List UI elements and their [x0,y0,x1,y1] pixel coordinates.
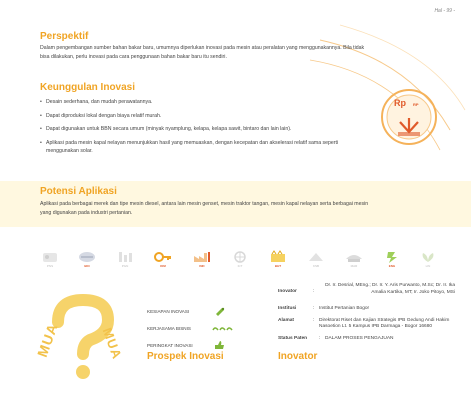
colon-separator: : [313,289,315,294]
rocket-icon [212,306,234,316]
sector-icon-10 [380,250,404,274]
perspektif-body: Dalam pengembangan sumber bahan bakar baru, umumnya diperlukan inovasi pada mesin atau peralatan yang menggunakannya. Bila tidak bisa dilakukan, perlu inovasi pada cara penggunaan bahan bakar baru itu sendiri. [40,45,365,60]
sector-icon-7 [268,250,288,264]
icon-caption: BIO [84,264,90,268]
institusi-row [275,306,455,313]
sector-icon-9 [342,250,366,274]
keunggulan-item: • Dapat diproduksi lokal dengan biaya relatif murah. [40,112,360,121]
factory-icon [190,250,214,274]
sector-icon-1 [40,250,60,264]
status-paten-key: Status Paten [278,335,308,341]
mua-text-right: MUA [99,325,125,362]
sector-icons-row [38,250,438,276]
prospek-row [147,309,257,326]
rp-logo-small: RP [413,102,419,107]
icon-caption: BHT [274,264,282,268]
icon-caption: ENG [388,264,396,268]
prospek-row [147,326,257,343]
prospek-label: KERJASAMA BISNIS [147,326,191,331]
mua-graphic [28,292,128,384]
factory-icon [192,250,212,264]
page-number: Hal - 99 - [434,8,455,14]
inovator-value: Dr. Ir. Desrial, MEng.; Dr. Ir. Y. Aris Purwanto, M.Sc; Dr. Ir. Ika Amalia Kartika, MT; Ir. Joko Pitoyo, MSi [325,283,455,295]
alamat-row [275,318,455,331]
keunggulan-item: • Aplikasi pada mesin kapal nelayan menunjukkan hasil yang memuaskan, dengan kecepatan dan akselerasi relatif sama seperti menggunakan solar. [40,139,360,156]
icon-caption: PNS [46,264,54,268]
inovator-row [275,283,455,296]
sector-icon-2 [77,250,97,264]
alamat-value: Direktorat Riset dan Kajian Strategis IPB Gedung Andi Hakim Nasoetion Lt. 5 Kampus IPB Darmaga - Bogor 16680 [319,317,450,329]
sector-icon-7 [266,250,290,274]
icon-caption: MAR [350,264,358,268]
status-paten-value: DALAM PROSES PENGAJUAN [325,335,394,341]
icon-caption: IND [199,264,205,268]
icon-caption: KIM [160,264,166,268]
sector-icon-3 [113,250,137,274]
sector-icon-2 [75,250,99,274]
institusi-value: Institut Pertanian Bogor [319,306,370,311]
colon-separator: : [319,335,321,341]
icon-caption: LIN [425,264,431,268]
inovator-title: Inovator [278,351,318,362]
sector-icon-1 [38,250,62,274]
sector-icon-8 [306,250,326,264]
key-icon [151,250,175,274]
prospek-label: PERINGKAT INOVASI [147,343,193,348]
rp-logo-icon [380,88,438,146]
keunggulan-title: Keunggulan Inovasi [40,82,136,93]
inovator-table [275,283,455,347]
sector-icon-6 [228,250,252,274]
sector-icon-3 [115,250,135,264]
prospek-title: Prospek Inovasi [147,351,224,362]
keunggulan-item: • Dapat digunakan untuk BBN secara umum (minyak nyamplung, kelapa, kelapa sawit, bintaro dan lain lain). [40,125,360,134]
sector-icon-11 [418,250,438,264]
inovator-key: Inovator [278,289,297,294]
perspektif-title: Perspektif [40,31,89,42]
sector-icon-11 [416,250,440,274]
handshake-icon [212,323,234,333]
icon-caption: PGN [121,264,129,268]
institusi-key: Institusi [278,306,297,311]
status-paten-row [275,336,455,343]
icon-caption: ICT [237,264,243,268]
colon-separator: : [313,317,315,323]
mua-text-left: MUA [33,320,61,360]
rp-logo-big: Rp [394,98,406,108]
key-icon [153,250,173,264]
rp-logo [380,88,438,146]
sector-icon-10 [382,250,402,264]
potensi-title: Potensi Aplikasi [40,186,117,197]
keunggulan-item: • Desain sederhana, dan mudah perawatannya. [40,98,360,107]
alamat-key: Alamat [278,317,294,323]
keunggulan-list [40,98,360,161]
sector-icon-8 [304,250,328,274]
sector-icon-9 [344,250,364,264]
colon-separator: : [313,306,315,311]
prospek-label: KESIAPAN INOVASI [147,309,190,314]
thumb-icon [212,340,234,350]
potensi-body: Aplikasi pada berbagai merek dan tipe mesin diesel, antara lain mesin genset, mesin traktor tangan, mesin kapal nelayan serta berbagai mesin yang digunakan pada industri pertanian. [40,201,369,216]
sector-icon-6 [230,250,250,264]
icon-caption: KSB [312,264,319,268]
